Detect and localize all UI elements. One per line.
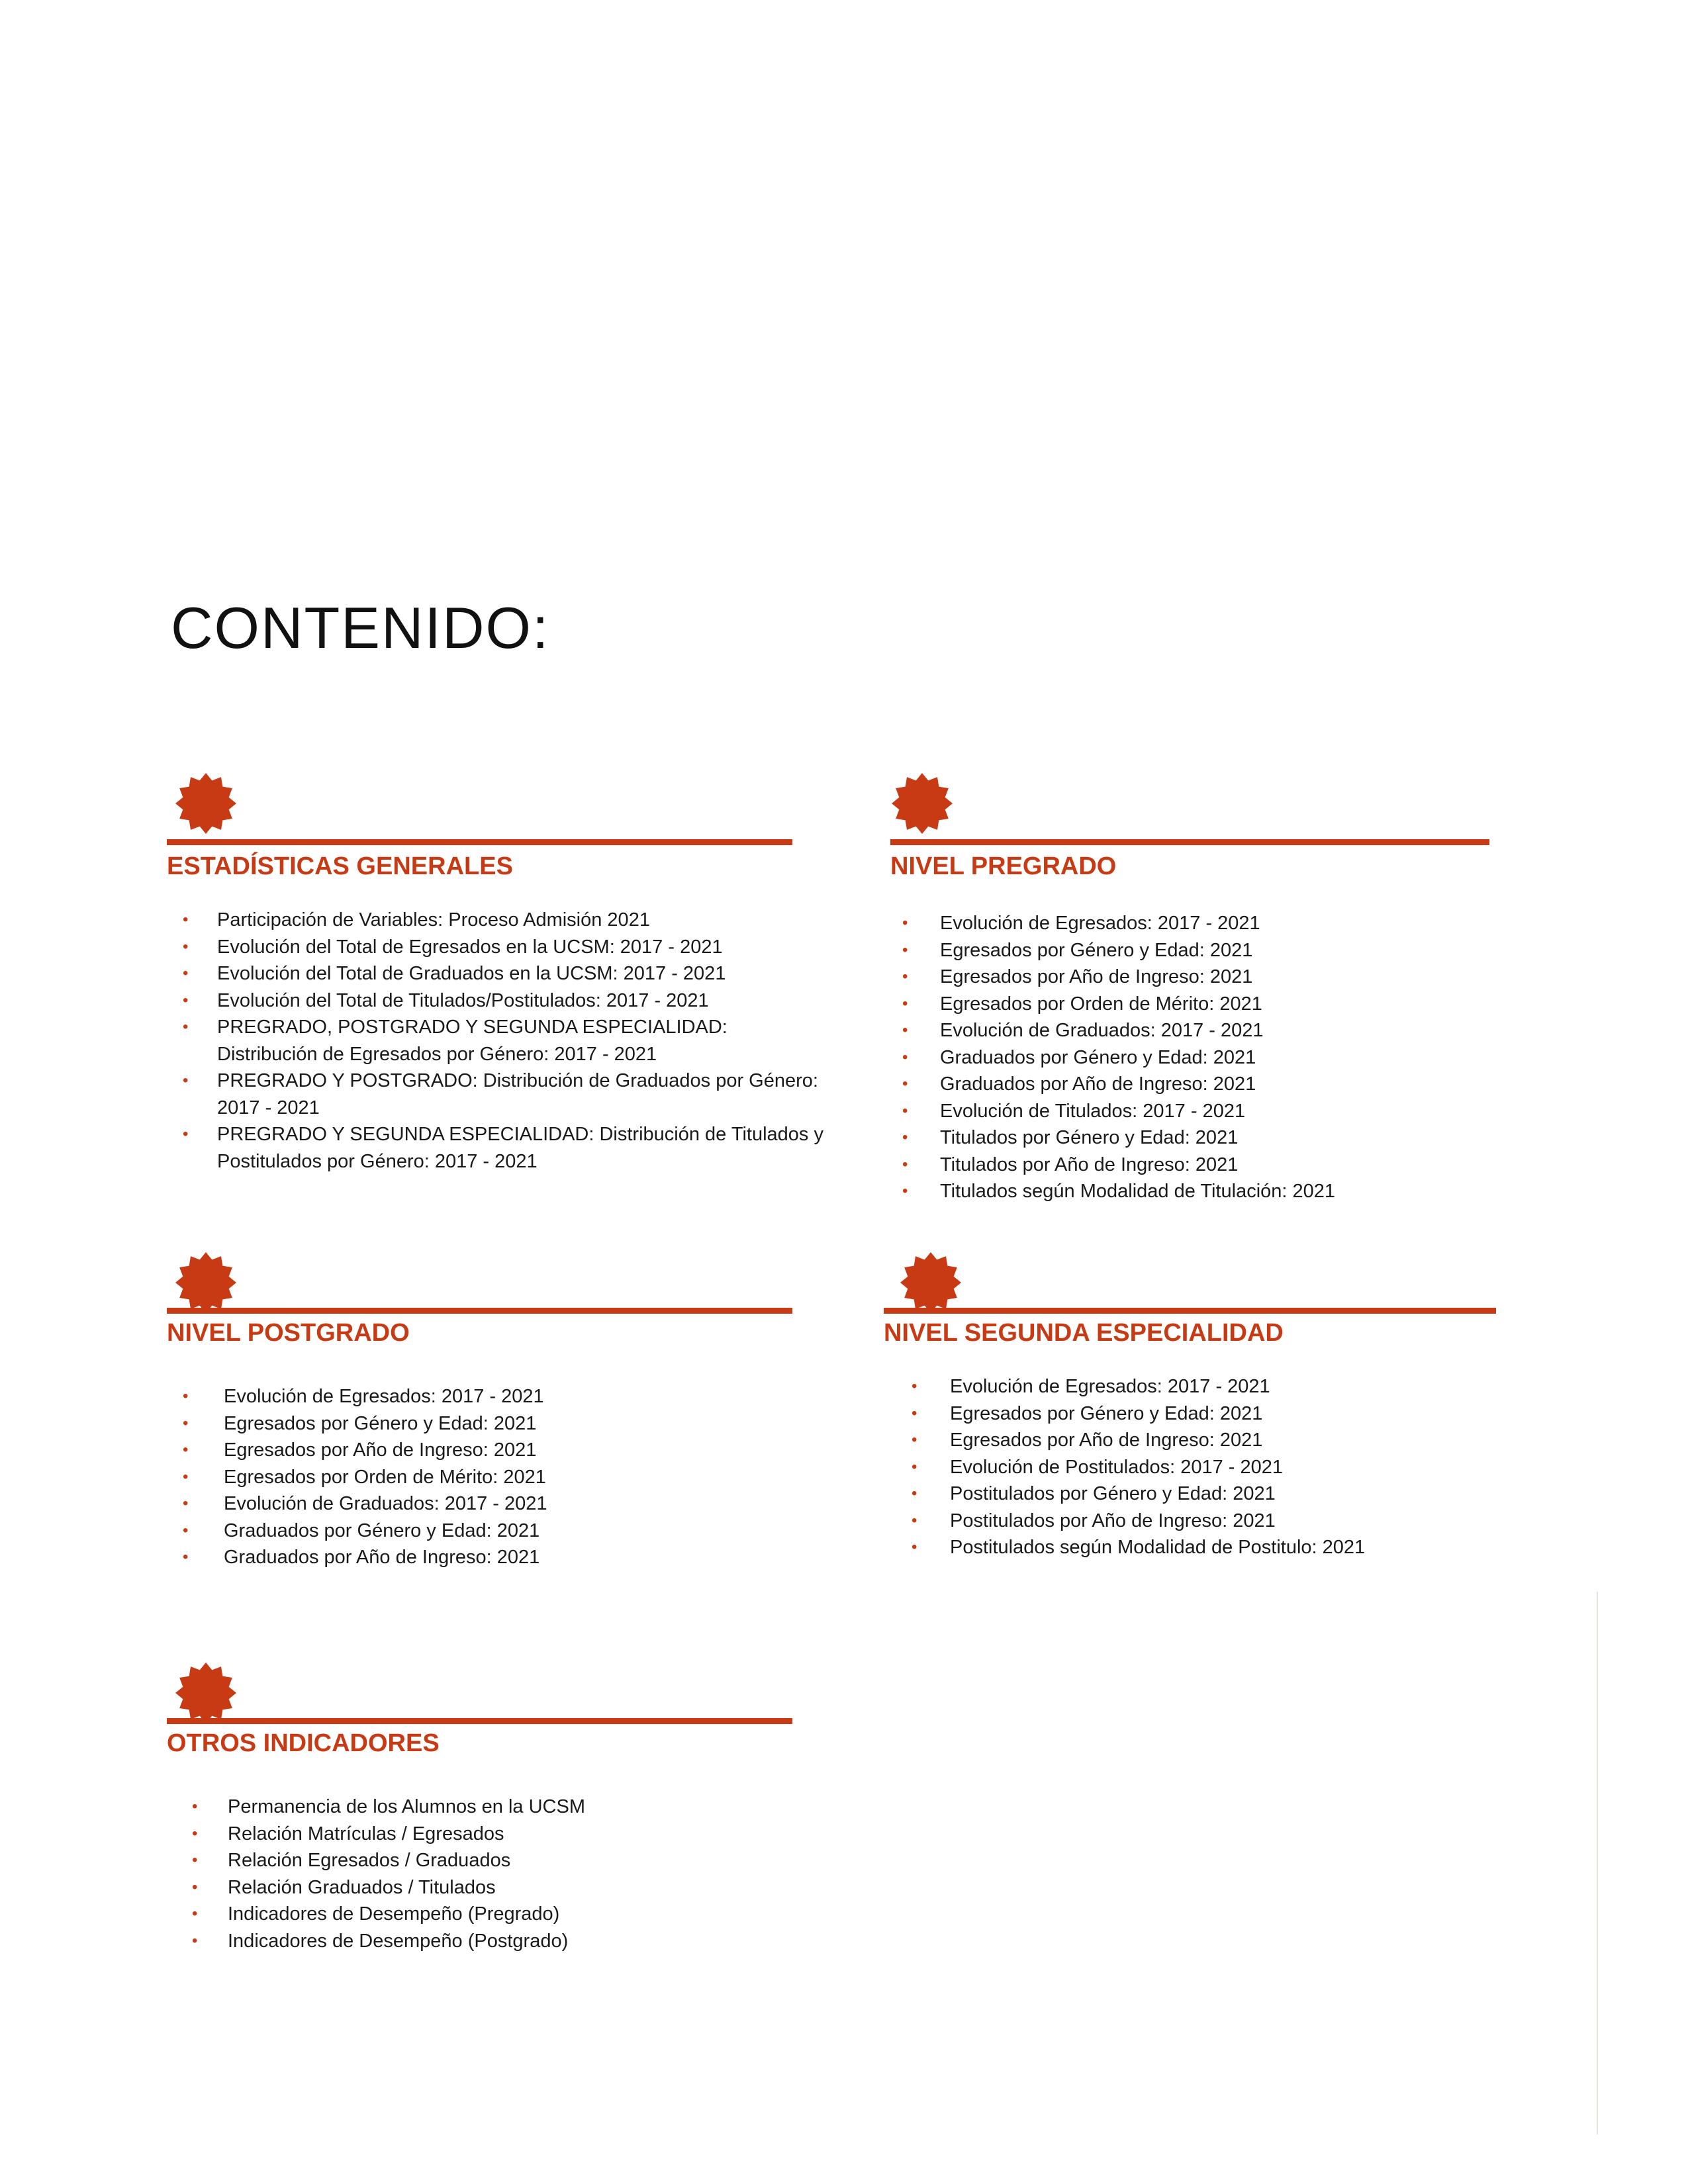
section-list (167, 1383, 829, 1571)
bullet-icon: • (912, 1404, 917, 1422)
section-rule (167, 1308, 792, 1314)
bullet-icon: • (902, 1128, 908, 1146)
bullet-icon: • (912, 1431, 917, 1449)
bullet-icon: • (192, 1905, 198, 1923)
list-item (890, 1124, 1486, 1152)
bullet-icon: • (902, 968, 908, 985)
section-heading: NIVEL SEGUNDA ESPECIALIDAD (884, 1319, 1284, 1347)
bullet-icon: • (902, 1182, 908, 1200)
bullet-icon: • (902, 994, 908, 1013)
bullet-icon: • (183, 911, 189, 929)
section-heading: OTROS INDICADORES (167, 1729, 440, 1757)
list-item-text: Indicadores de Desempeño (Postgrado) (228, 1930, 569, 1952)
list-item-text: Evolución de Egresados: 2017 - 2021 (950, 1376, 1270, 1397)
list-item-text: Evolución del Total de Egresados en la UCSM: 2017 - 2021 (217, 936, 723, 958)
list-item (890, 937, 1486, 964)
list-item-text: Evolución de Egresados: 2017 - 2021 (940, 913, 1260, 934)
bullet-icon: • (912, 1457, 917, 1476)
bullet-icon: • (183, 1018, 189, 1036)
list-item (167, 1544, 829, 1571)
starburst-icon (900, 1252, 961, 1313)
list-item (167, 1437, 829, 1464)
list-item (167, 1383, 829, 1410)
bullet-icon: • (912, 1511, 917, 1529)
list-item (884, 1534, 1479, 1561)
starburst-icon (175, 1252, 236, 1313)
list-item (890, 1071, 1486, 1098)
section-heading: NIVEL POSTGRADO (167, 1319, 410, 1347)
list-item-text: Permanencia de los Alumnos en la UCSM (228, 1796, 585, 1817)
list-item (167, 1821, 829, 1848)
bullet-icon: • (902, 914, 908, 932)
list-item (167, 1901, 829, 1928)
list-item (167, 1518, 829, 1545)
bullet-icon: • (912, 1377, 917, 1395)
bullet-icon: • (192, 1878, 198, 1896)
list-item (890, 1178, 1486, 1205)
list-item-text: Evolución de Postitulados: 2017 - 2021 (950, 1456, 1284, 1478)
list-item-text: PREGRADO Y POSTGRADO: Distribución de Graduados por Género: 2017 - 2021 (217, 1070, 818, 1118)
section-rule (890, 839, 1489, 845)
starburst-icon (175, 1662, 236, 1723)
list-item-text: Postitulados según Modalidad de Postitulo: 2021 (950, 1537, 1366, 1558)
list-item (884, 1508, 1479, 1535)
bullet-icon: • (183, 1125, 189, 1143)
section-rule (167, 839, 792, 845)
page-title: CONTENIDO: (171, 595, 550, 660)
bullet-icon: • (183, 1414, 189, 1432)
list-item (167, 1847, 829, 1874)
list-item (884, 1400, 1479, 1428)
list-item-text: Evolución de Graduados: 2017 - 2021 (224, 1493, 547, 1514)
bullet-icon: • (902, 1048, 908, 1066)
list-item (890, 964, 1486, 991)
starburst-icon (175, 773, 236, 834)
margin-line (1597, 1592, 1598, 2134)
bullet-icon: • (912, 1484, 917, 1502)
list-item (890, 1152, 1486, 1179)
list-item-text: Graduados por Año de Ingreso: 2021 (940, 1073, 1256, 1095)
section-list (884, 1373, 1479, 1561)
list-item (167, 1490, 829, 1518)
list-item-text: Postitulados por Año de Ingreso: 2021 (950, 1510, 1276, 1531)
list-item-text: Relación Egresados / Graduados (228, 1850, 511, 1871)
section-list (890, 910, 1486, 1205)
list-item-text: Evolución de Titulados: 2017 - 2021 (940, 1100, 1246, 1122)
list-item (167, 1928, 829, 1955)
list-item-text: Postitulados por Género y Edad: 2021 (950, 1483, 1276, 1504)
list-item-text: Evolución de Graduados: 2017 - 2021 (940, 1020, 1264, 1041)
bullet-icon: • (183, 1387, 189, 1405)
bullet-icon: • (902, 1075, 908, 1093)
list-item-text: Participación de Variables: Proceso Admisión 2021 (217, 909, 650, 931)
list-item-text: Graduados por Género y Edad: 2021 (224, 1520, 540, 1541)
bullet-icon: • (912, 1538, 917, 1556)
starburst-icon (892, 773, 953, 834)
bullet-icon: • (183, 991, 189, 1009)
bullet-icon: • (183, 937, 189, 956)
list-item (167, 934, 829, 961)
bullet-icon: • (192, 1824, 198, 1843)
bullet-icon: • (192, 1797, 198, 1815)
list-item (167, 1464, 829, 1491)
list-item-text: Titulados según Modalidad de Titulación: 2021 (940, 1181, 1336, 1202)
list-item (167, 1874, 829, 1901)
bullet-icon: • (902, 940, 908, 959)
list-item-text: Egresados por Año de Ingreso: 2021 (224, 1439, 537, 1461)
bullet-icon: • (192, 1931, 198, 1950)
list-item (167, 987, 829, 1015)
list-item-text: PREGRADO, POSTGRADO Y SEGUNDA ESPECIALIDAD: Distribución de Egresados por Género: 2017 - 2021 (217, 1017, 727, 1065)
list-item-text: Indicadores de Desempeño (Pregrado) (228, 1903, 560, 1925)
list-item (167, 1014, 829, 1068)
bullet-icon: • (902, 1021, 908, 1039)
section-rule (884, 1308, 1496, 1314)
list-item-text: Egresados por Año de Ingreso: 2021 (950, 1430, 1263, 1451)
list-item-text: Graduados por Género y Edad: 2021 (940, 1046, 1256, 1068)
bullet-icon: • (183, 1494, 189, 1512)
bullet-icon: • (183, 1441, 189, 1459)
list-item (167, 907, 829, 934)
list-item (890, 1017, 1486, 1044)
section-heading: NIVEL PREGRADO (890, 852, 1117, 880)
list-item (890, 991, 1486, 1018)
list-item-text: Evolución del Total de Titulados/Postitulados: 2017 - 2021 (217, 989, 709, 1011)
list-item-text: Titulados por Género y Edad: 2021 (940, 1127, 1239, 1148)
section-rule (167, 1718, 792, 1724)
list-item (167, 960, 829, 987)
list-item-text: Relación Matrículas / Egresados (228, 1823, 504, 1844)
list-item-text: Egresados por Género y Edad: 2021 (940, 939, 1253, 961)
list-item-text: Egresados por Año de Ingreso: 2021 (940, 966, 1253, 987)
list-item (167, 1068, 829, 1121)
list-item (884, 1454, 1479, 1481)
list-item (890, 1044, 1486, 1071)
list-item-text: Evolución de Egresados: 2017 - 2021 (224, 1386, 544, 1407)
section-list (167, 907, 829, 1175)
list-item-text: Relación Graduados / Titulados (228, 1876, 496, 1898)
list-item (167, 1410, 829, 1437)
list-item-text: Titulados por Año de Ingreso: 2021 (940, 1154, 1239, 1175)
bullet-icon: • (902, 1101, 908, 1120)
list-item-text: Evolución del Total de Graduados en la UCSM: 2017 - 2021 (217, 963, 726, 984)
list-item (890, 910, 1486, 937)
bullet-icon: • (192, 1851, 198, 1869)
section-list (167, 1794, 829, 1954)
list-item (167, 1794, 829, 1821)
list-item-text: Egresados por Orden de Mérito: 2021 (224, 1466, 546, 1488)
list-item (890, 1098, 1486, 1125)
list-item (884, 1427, 1479, 1454)
list-item-text: Egresados por Orden de Mérito: 2021 (940, 993, 1262, 1015)
section-heading: ESTADÍSTICAS GENERALES (167, 852, 513, 880)
list-item-text: PREGRADO Y SEGUNDA ESPECIALIDAD: Distribución de Titulados y Postitulados por Género: 2017 - 2021 (217, 1124, 823, 1172)
list-item (884, 1480, 1479, 1508)
bullet-icon: • (183, 1467, 189, 1486)
list-item-text: Egresados por Género y Edad: 2021 (950, 1402, 1263, 1424)
list-item (167, 1121, 829, 1175)
list-item-text: Graduados por Año de Ingreso: 2021 (224, 1547, 540, 1568)
list-item-text: Egresados por Género y Edad: 2021 (224, 1412, 537, 1434)
bullet-icon: • (902, 1155, 908, 1173)
bullet-icon: • (183, 964, 189, 982)
list-item (884, 1373, 1479, 1400)
bullet-icon: • (183, 1071, 189, 1089)
bullet-icon: • (183, 1548, 189, 1566)
bullet-icon: • (183, 1521, 189, 1539)
